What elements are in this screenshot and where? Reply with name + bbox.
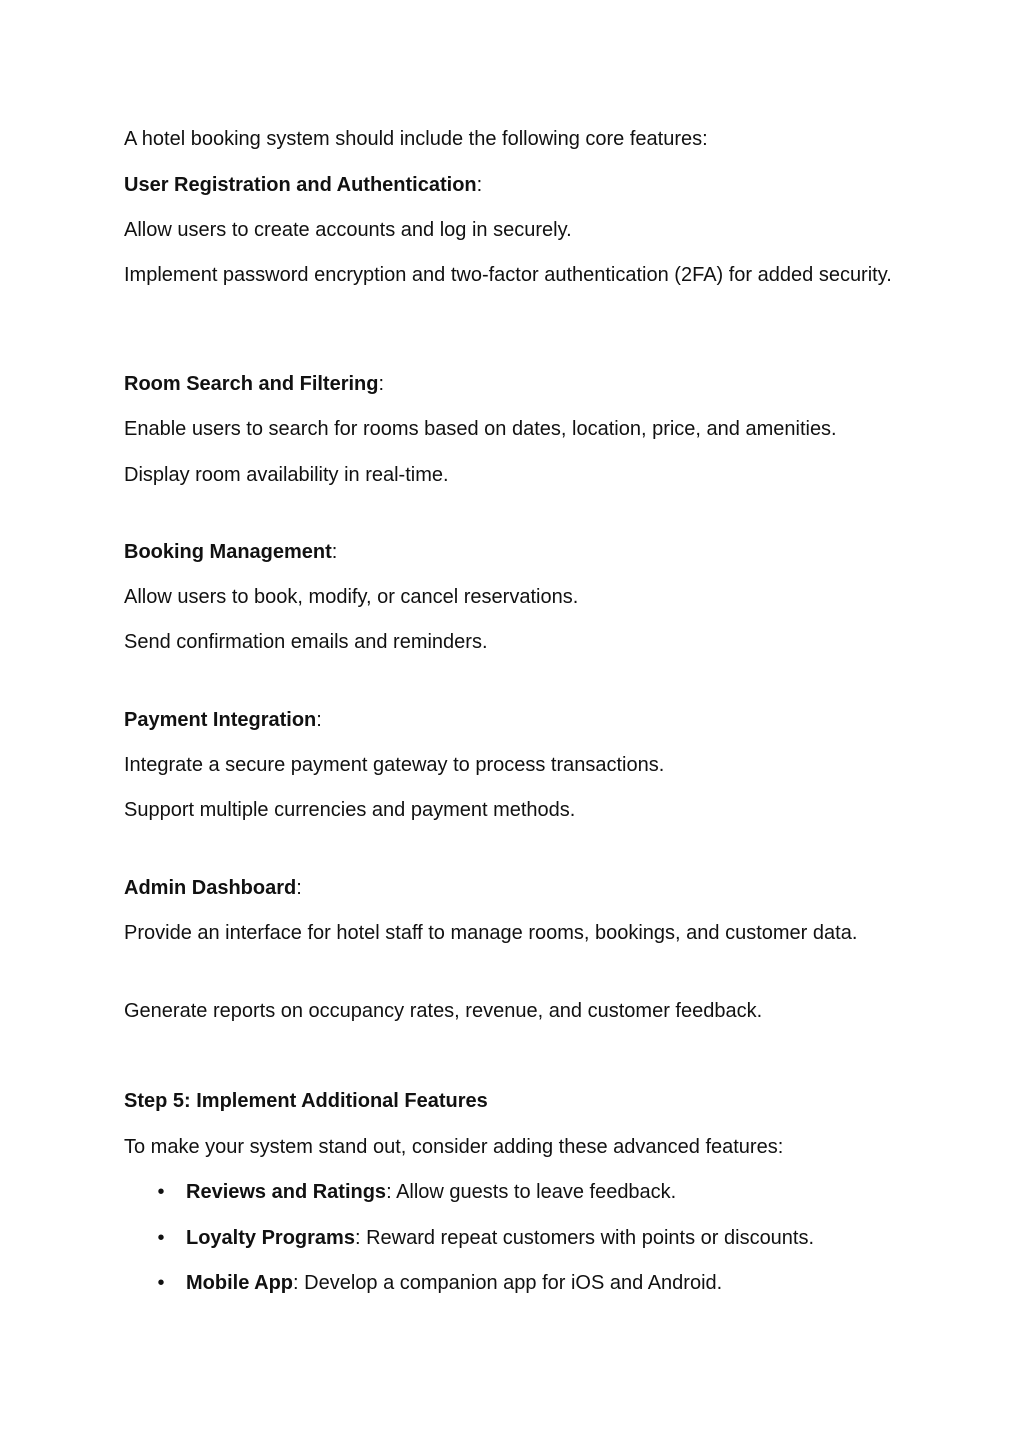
- list-item-description: : Allow guests to leave feedback.: [386, 1181, 677, 1203]
- list-item-term: Reviews and Ratings: [186, 1181, 387, 1203]
- section-line: Provide an interface for hotel staff to manage rooms, bookings, and customer data.: [124, 922, 858, 944]
- list-item-description: : Develop a companion app for iOS and Android.: [293, 1272, 723, 1294]
- section-line: Support multiple currencies and payment methods.: [124, 799, 576, 821]
- section-line: Allow users to book, modify, or cancel reservations.: [124, 586, 579, 608]
- section-heading-text: Room Search and Filtering: [124, 373, 379, 395]
- heading-colon: :: [476, 174, 483, 196]
- section-heading-admin-dashboard: [124, 872, 900, 904]
- section-line: Generate reports on occupancy rates, revenue, and customer feedback.: [124, 1000, 763, 1022]
- heading-colon: :: [331, 541, 338, 563]
- intro-paragraph: A hotel booking system should include the following core features:: [124, 128, 708, 150]
- list-item-description: : Reward repeat customers with points or discounts.: [354, 1227, 815, 1249]
- section-heading-text: Admin Dashboard: [124, 877, 297, 899]
- section-line: Allow users to create accounts and log in securely.: [124, 219, 572, 241]
- section-heading-text: Booking Management: [124, 541, 332, 563]
- section-heading-text: Payment Integration: [124, 709, 317, 731]
- bullet-icon: •: [157, 1227, 165, 1249]
- bullet-icon: •: [157, 1272, 165, 1294]
- step5-heading: Step 5: Implement Additional Features: [124, 1090, 488, 1112]
- list-item-text: [186, 1222, 814, 1254]
- section-line: Display room availability in real-time.: [124, 464, 449, 486]
- section-heading-payment-integration: [124, 704, 900, 736]
- step5-intro: To make your system stand out, consider adding these advanced features:: [124, 1136, 784, 1158]
- section-heading-text: User Registration and Authentication: [124, 174, 477, 196]
- list-item-term: Mobile App: [186, 1272, 294, 1294]
- bullet-icon: •: [157, 1181, 165, 1203]
- heading-colon: :: [296, 877, 302, 899]
- list-item-term: Loyalty Programs: [186, 1227, 355, 1249]
- list-item-text: [186, 1176, 676, 1208]
- section-heading-booking-management: [124, 536, 900, 568]
- section-line: Implement password encryption and two-factor authentication (2FA) for added security.: [124, 264, 892, 286]
- heading-colon: :: [378, 373, 385, 395]
- section-line: Send confirmation emails and reminders.: [124, 631, 488, 653]
- list-item-text: [186, 1267, 722, 1299]
- section-line: Enable users to search for rooms based on dates, location, price, and amenities.: [124, 418, 837, 440]
- section-line: Integrate a secure payment gateway to process transactions.: [124, 754, 665, 776]
- section-heading-user-registration: [124, 169, 900, 201]
- heading-colon: :: [316, 709, 322, 731]
- section-heading-room-search: [124, 368, 900, 400]
